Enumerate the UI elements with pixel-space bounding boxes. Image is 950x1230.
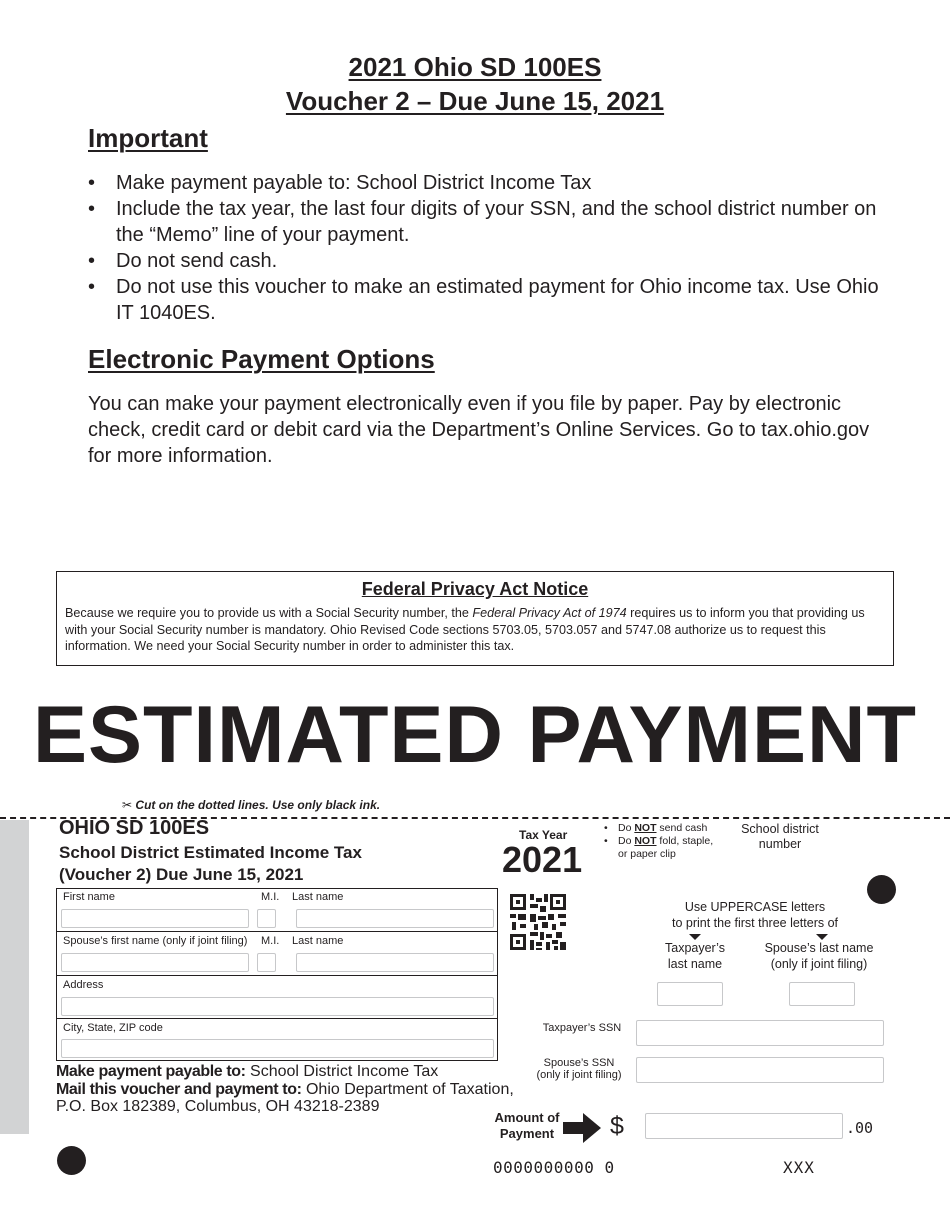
electronic-heading: Electronic Payment Options xyxy=(88,344,435,374)
form-code: XXX xyxy=(783,1158,815,1177)
spouse-last-name-label: Spouse’s last name (only if joint filing) xyxy=(764,941,874,971)
taxpayer-ssn-label: Taxpayer’s SSN xyxy=(542,1022,622,1034)
cut-instruction: ✂ Cut on the dotted lines. Use only black ink. xyxy=(122,798,381,812)
list-item: • Make payment payable to: School District Income Tax xyxy=(88,170,888,196)
first-name-field[interactable] xyxy=(61,909,249,928)
spouse-ssn-field[interactable] xyxy=(636,1057,884,1083)
city-state-zip-label: City, State, ZIP code xyxy=(63,1022,163,1034)
spouse-last-name-letters-field[interactable] xyxy=(789,982,855,1006)
registration-mark xyxy=(57,1146,86,1175)
voucher-subtitle: School District Estimated Income Tax xyxy=(59,843,362,862)
first-name-label: First name xyxy=(63,891,115,903)
name-row xyxy=(57,889,497,932)
spouse-mi-field[interactable] xyxy=(257,953,276,972)
spouse-first-name-field[interactable] xyxy=(61,953,249,972)
amount-of-payment-label: Amount of Payment xyxy=(494,1110,560,1141)
mi-field[interactable] xyxy=(257,909,276,928)
last-name-field[interactable] xyxy=(296,909,494,928)
cents-label: .00 xyxy=(846,1119,874,1137)
spouse-ssn-label: Spouse’s SSN (only if joint filing) xyxy=(536,1057,622,1081)
qr-code-icon xyxy=(510,894,566,950)
voucher-due-title: Voucher 2 – Due June 15, 2021 xyxy=(285,86,665,116)
privacy-text: Because we require you to provide us with a Social Security number, the Federal Privacy Act of 1974 requires us to inform you that providing us with your Social Security number is mandatory. Ohio Revised Code sections 5703.05, 5703.057 and 5747.08 authorize us to request this information. We need your Social Security number in order to administer this tax. xyxy=(65,606,865,653)
taxpayer-last-name-label: Taxpayer’s last name xyxy=(665,941,725,971)
address-row xyxy=(57,976,497,1019)
dollar-sign: $ xyxy=(610,1112,624,1140)
spouse-name-row xyxy=(57,932,497,976)
voucher-due-line: (Voucher 2) Due June 15, 2021 xyxy=(59,865,304,884)
voucher-side-bar xyxy=(0,820,29,1134)
estimated-payment-banner: ESTIMATED PAYMENT xyxy=(32,690,918,780)
spouse-last-name-field[interactable] xyxy=(296,953,494,972)
payment-instructions: Make payment payable to: School District Income Tax Mail this voucher and payment to: Ohio Department of Taxation, P.O. Box 182389, Columbus, OH 43218-2389 xyxy=(56,1063,514,1115)
arrow-right-icon xyxy=(563,1113,601,1143)
tax-year-label: Tax Year xyxy=(519,828,568,842)
form-title: 2021 Ohio SD 100ES xyxy=(348,52,602,82)
list-item: • Do not use this voucher to make an estimated payment for Ohio income tax. Use Ohio IT 1040ES. xyxy=(88,274,888,326)
spouse-mi-label: M.I. xyxy=(261,935,280,947)
scissors-icon: ✂ xyxy=(122,798,133,812)
spouse-last-name-label: Last name xyxy=(292,935,344,947)
address-label: Address xyxy=(63,979,104,991)
scan-line-code: 0000000000 0 xyxy=(493,1158,615,1177)
list-item: • Include the tax year, the last four digits of your SSN, and the school district number on the “Memo” line of your payment. xyxy=(88,196,888,248)
mi-label: M.I. xyxy=(261,891,280,903)
payment-amount-field[interactable] xyxy=(645,1113,843,1139)
registration-mark xyxy=(867,875,896,904)
privacy-notice-box xyxy=(56,571,894,666)
taxpayer-ssn-field[interactable] xyxy=(636,1020,884,1046)
school-district-label: School district number xyxy=(741,822,819,851)
taxpayer-info-form xyxy=(56,888,498,1061)
last-name-label: Last name xyxy=(292,891,344,903)
address-field[interactable] xyxy=(61,997,494,1016)
tax-year: 2021 xyxy=(502,839,583,880)
spouse-first-name-label: Spouse’s first name (only if joint filing) xyxy=(63,935,248,947)
electronic-text: You can make your payment electronically even if you file by paper. Pay by electronic check, credit card or debit card via the Department’s Online Services. Go to tax.ohio.gov for more information. xyxy=(88,393,870,467)
list-item: • Do not send cash. xyxy=(88,248,888,274)
taxpayer-last-name-letters-field[interactable] xyxy=(657,982,723,1006)
city-row xyxy=(57,1019,497,1061)
important-list xyxy=(88,170,888,326)
important-heading: Important xyxy=(88,123,208,153)
privacy-title: Federal Privacy Act Notice xyxy=(361,579,589,599)
handling-notes: • Do NOT send cash • Do NOT fold, staple, or paper clip xyxy=(604,822,713,861)
voucher-form-id: OHIO SD 100ES xyxy=(59,817,210,839)
uppercase-instruction: Use UPPERCASE letters to print the first three letters of xyxy=(671,900,839,930)
city-state-zip-field[interactable] xyxy=(61,1039,494,1058)
